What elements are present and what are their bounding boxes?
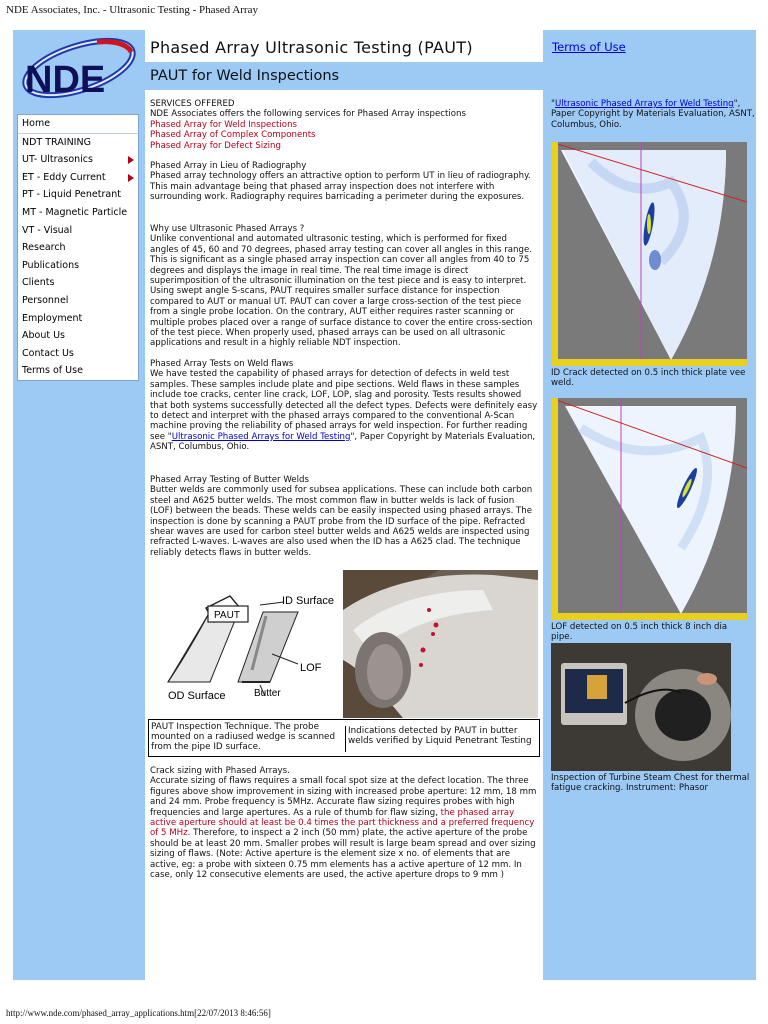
radiography-section bbox=[150, 161, 538, 203]
nav-item-vt-visual[interactable]: VT - Visual bbox=[22, 224, 73, 236]
why-section bbox=[150, 224, 538, 349]
weld-text-ref: ", Paper Copyright by Materials Evaluation, ASNT, Columbus, Ohio. bbox=[150, 431, 536, 453]
nav-item-label: ET - Eddy Current bbox=[22, 171, 106, 183]
nav-item-pt-liquid-penetrant[interactable]: PT - Liquid Penetrant bbox=[22, 189, 121, 201]
paut-technique-diagram bbox=[148, 570, 340, 715]
caption-technique: PAUT Inspection Technique. The probe mounted on a radiused wedge is scanned from the pipe ID surface. bbox=[151, 722, 336, 753]
nav-item-contact-us[interactable]: Contact Us bbox=[22, 347, 74, 359]
butter-text: Butter welds are commonly used for subsea applications. These can include both carbon steel and A625 butter welds. The most common flaw in butter welds is lack of fusion (LOF) between the beads. These welds can be easily inspected using phased arrays. The inspection is done by scanning a PAUT probe from the ID surface of the pipe. Refracted shear waves are used for carbon steel butter welds and A625 welds are inspected using refracted L-waves. L-waves are also used when the ID has a A625 clad. The technique reliably detects flaws in butter welds. bbox=[150, 485, 533, 558]
nav-item-terms-of-use[interactable]: Terms of Use bbox=[22, 365, 83, 377]
nav-item-employment[interactable]: Employment bbox=[22, 312, 83, 324]
nav-item-about-us[interactable]: About Us bbox=[22, 330, 66, 342]
radiography-heading: Phased Array in Lieu of Radiography bbox=[150, 161, 307, 171]
diagram-label-od-surface: OD Surface bbox=[168, 690, 226, 702]
print-header: NDE Associates, Inc. - Ultrasonic Testing - Phased Array bbox=[6, 4, 258, 16]
diagram-label-paut: PAUT bbox=[214, 610, 240, 621]
nav-item-et-eddy-current[interactable] bbox=[18, 169, 138, 187]
nav-item-ut-ultrasonics[interactable] bbox=[18, 151, 138, 169]
caption-indications: Indications detected by PAUT in butter welds verified by Liquid Penetrant Testing bbox=[345, 726, 538, 752]
sizing-text-body: Accurate sizing of flaws requires a small focal spot size at the defect location. The three figures above show improvement in sizing with increased probe aperture: 12 mm, 18 mm and 24 mm. Probe frequency is 5MHz. Accurate flaw sizing requires probes with high frequencies and large apertures. As a rule of thumb for flaw sizing, bbox=[150, 776, 537, 818]
service-link-complex[interactable]: Phased Array of Complex Components bbox=[150, 130, 316, 141]
why-heading: Why use Ultrasonic Phased Arrays ? bbox=[150, 224, 305, 234]
side-paper-link[interactable]: Ultrasonic Phased Arrays for Weld Testing bbox=[554, 99, 734, 109]
sizing-heading: Crack sizing with Phased Arrays. bbox=[150, 766, 290, 776]
weld-text bbox=[150, 369, 538, 452]
nde-logo[interactable] bbox=[17, 36, 137, 108]
nav-item-publications[interactable]: Publications bbox=[22, 259, 80, 271]
radiography-text: Phased array technology offers an attractive option to perform UT in lieu of radiography. This main advantage being that phased array inspection does not interfere with surrounding work. Radiography requires barricading a perimeter during the exposures. bbox=[150, 171, 531, 203]
butter-section bbox=[150, 475, 538, 558]
side-reference-quote: " bbox=[551, 99, 555, 109]
turbine-inspection-photo bbox=[551, 643, 731, 771]
butter-heading: Phased Array Testing of Butter Welds bbox=[150, 475, 309, 485]
page-title: Phased Array Ultrasonic Testing (PAUT) bbox=[150, 38, 473, 57]
submenu-arrow-icon bbox=[128, 156, 134, 164]
page-subtitle: PAUT for Weld Inspections bbox=[150, 68, 340, 84]
svg-text:NDE: NDE bbox=[25, 59, 106, 101]
services-section bbox=[150, 99, 538, 151]
diagram-label-lof: LOF bbox=[300, 662, 322, 674]
weld-heading: Phased Array Tests on Weld flaws bbox=[150, 359, 294, 369]
nav-item-mt-magnetic-particle[interactable]: MT - Magnetic Particle bbox=[22, 206, 128, 218]
diagram-label-butter: Butter bbox=[254, 688, 281, 699]
nav-item-home[interactable]: Home bbox=[18, 115, 138, 134]
weld-section bbox=[150, 359, 538, 453]
nav-item-label: UT- Ultrasonics bbox=[22, 154, 93, 166]
diagram-label-id-surface: ID Surface bbox=[282, 595, 334, 607]
print-footer: http://www.nde.com/phased_array_applications.htm[22/07/2013 8:46:56] bbox=[6, 1008, 271, 1018]
sscan-image-id-crack bbox=[551, 142, 747, 366]
side-caption-turbine: Inspection of Turbine Steam Chest for thermal fatigue cracking. Instrument: Phasor bbox=[551, 773, 750, 793]
side-reference-text: ", Paper Copyright by Materials Evaluation, ASNT, Columbus, Ohio. bbox=[551, 99, 755, 130]
figure-caption-table bbox=[148, 719, 540, 757]
service-link-sizing[interactable]: Phased Array for Defect Sizing bbox=[150, 140, 281, 151]
side-reference bbox=[551, 99, 756, 130]
nav-item-clients[interactable]: Clients bbox=[22, 277, 55, 289]
side-caption-id-crack: ID Crack detected on 0.5 inch thick plate vee weld. bbox=[551, 368, 746, 388]
nav-item-ndt-training[interactable]: NDT TRAINING bbox=[22, 136, 91, 148]
sscan-image-lof bbox=[551, 398, 747, 620]
nav-item-research[interactable]: Research bbox=[22, 242, 66, 254]
sizing-text-highlight: the phased array active aperture should at least be 0.4 times the part thickness and a preferred frequency of 5 MHz. bbox=[150, 807, 535, 839]
weld-text-body: We have tested the capability of phased arrays for detection of defects in weld test samples. These samples include plate and pipe sections. Weld flaws in these samples include toe cracks, center line crack, LOF, LOP, slag and porosity. Tests results showed that both systems successfully detected all the defect types. Defects were definitely easy to detect and interpret with the phased arrays compared to the conventional A-Scan machine proving the reliability of phased arrays for weld inspection. For further reading see " bbox=[150, 369, 538, 442]
nav-item-personnel[interactable]: Personnel bbox=[22, 294, 69, 306]
sidebar-nav bbox=[17, 114, 139, 381]
sizing-section bbox=[150, 766, 538, 880]
sizing-text-rest: Therefore, to inspect a 2 inch (50 mm) plate, the active aperture of the probe should be at least 20 mm. Smaller probes will result is large beam spread and over sizing sizing of flaws. (Note: Active aperture is the element size x no. of elements that are active, eg: a probe with sixteen 0.75 mm elements has a active aperture of 12 mm. In case, only 12 consecutive elements are used, the active aperture drops to 9 mm ) bbox=[150, 828, 536, 881]
services-intro: NDE Associates offers the following services for Phased Array inspections bbox=[150, 109, 466, 120]
sizing-text bbox=[150, 776, 538, 880]
butter-weld-photo bbox=[343, 570, 538, 718]
submenu-arrow-icon bbox=[128, 174, 134, 182]
terms-of-use-link[interactable]: Terms of Use bbox=[552, 40, 626, 54]
why-text: Unlike conventional and automated ultrasonic testing, which is performed for fixed angles of 45, 60 and 70 degrees, phased array testing can cover all angles in this range. This is significant as a single phased array inspection can cover all angles from 40 to 75 degrees and displays the image in real time. The real time image is direct superimposition of the ultrasonic illumination on the test piece and is easy to interpret. Using swept angle S-scans, PAUT requires smaller surface distance for inspection compared to AUT or manual UT. PAUT can cover a large cross-section of the test piece from a single probe location. On the contrary, AUT either requires raster scanning or multiple probes placed over a range of surface distance to cover the entire cross-section of the test piece. When properly used, phased arrays can be used on all ultrasonic applications and result in a highly reliable NDT inspection. bbox=[150, 234, 533, 349]
side-caption-lof: LOF detected on 0.5 inch thick 8 inch dia pipe. bbox=[551, 622, 728, 642]
service-link-weld[interactable]: Phased Array for Weld Inspections bbox=[150, 119, 297, 130]
weld-paper-link[interactable]: Ultrasonic Phased Arrays for Weld Testing bbox=[171, 431, 351, 442]
services-heading: SERVICES OFFERED bbox=[150, 99, 235, 109]
